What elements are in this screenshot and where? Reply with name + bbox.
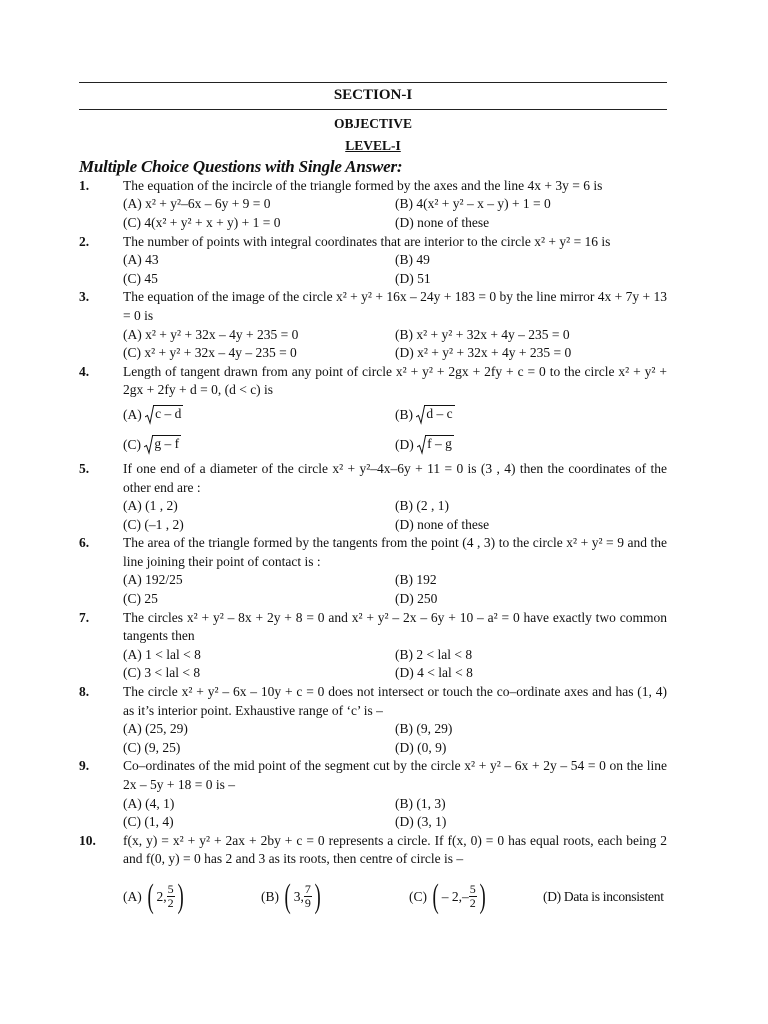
option-b[interactable]: (B) 192 [395,572,437,588]
question-7 [79,609,667,683]
option-a[interactable]: (A) (4, 1) [123,795,175,811]
option-c[interactable]: (C) x² + y² + 32x – 4y – 235 = 0 [123,345,297,361]
question-9 [79,757,667,831]
option-a[interactable]: (A) 1 < lal < 8 [123,646,201,662]
question-1 [79,177,667,233]
option-b[interactable]: (B) 4(x² + y² – x – y) + 1 = 0 [395,196,551,212]
options [123,326,667,363]
question-text: The circles x² + y² – 8x + 2y + 8 = 0 and x² + y² – 2x – 6y + 10 – a² = 0 have exactly two common tangents then [123,609,667,644]
option-d[interactable]: (D) 51 [395,270,431,286]
radicand: f – g [427,436,452,451]
objective-title: OBJECTIVE [333,115,413,131]
fraction [167,883,175,910]
option-d[interactable]: (D) 250 [395,591,438,607]
option-label: (D) [395,436,414,452]
option-b[interactable] [261,877,409,915]
section-rule [79,109,667,110]
right-paren: ) [177,877,184,915]
question-6 [79,534,667,608]
radicand: c – d [155,406,182,421]
option-a[interactable]: (A) x² + y²–6x – 6y + 9 = 0 [123,196,271,212]
option-a[interactable]: (A) (1 , 2) [123,498,178,514]
question-number: 8. [79,684,90,700]
options [123,646,667,683]
question-8 [79,683,667,757]
option-c[interactable]: (C) (9, 25) [123,739,181,755]
option-d[interactable]: (D) Data is inconsistent [543,888,664,904]
sqrt-expression [144,435,181,455]
question-number: 1. [79,177,90,193]
option-b[interactable]: (B) 49 [395,252,430,268]
option-c[interactable] [123,430,395,460]
frac-lead: 3, [293,888,304,904]
left-paren: ( [432,877,440,915]
option-b[interactable]: (B) (1, 3) [395,795,446,811]
option-label: (C) [123,436,141,452]
option-c[interactable]: (C) 45 [123,270,158,286]
frac-lead: 2, [156,888,167,904]
option-d[interactable] [395,430,667,460]
left-paren: ( [284,877,292,915]
question-number: 9. [79,758,90,774]
option-c[interactable]: (C) (1, 4) [123,814,174,830]
question-text: The number of points with integral coordinates that are interior to the circle x² + y² = 16 is [123,233,611,249]
numerator: 5 [469,882,476,897]
option-d[interactable]: (D) (0, 9) [395,739,447,755]
options [123,875,667,919]
option-d[interactable]: (D) (3, 1) [395,814,447,830]
numerator: 5 [167,882,174,897]
option-a[interactable] [123,877,261,915]
denominator: 2 [167,896,174,911]
option-a[interactable] [123,400,395,430]
mcq-heading: Multiple Choice Questions with Single Answer: [79,156,403,176]
top-rule [79,82,667,83]
option-b[interactable]: (B) (2 , 1) [395,498,449,514]
question-4 [79,363,667,460]
right-paren: ) [479,877,486,915]
options [123,795,667,832]
option-c[interactable]: (C) (–1 , 2) [123,516,184,532]
question-text: The circle x² + y² – 6x – 10y + c = 0 does not intersect or touch the co–ordinate axes and has (1, 4) as it’s interior point. Exhaustive range of ‘c’ is – [123,684,667,718]
option-label: (C) [409,888,427,904]
sqrt-expression [145,405,183,425]
question-5 [79,460,667,534]
question-2 [79,233,667,289]
option-c[interactable]: (C) 25 [123,591,158,607]
options [123,720,667,757]
denominator: 9 [304,896,311,911]
frac-lead: – 2,– [441,888,469,904]
option-a[interactable]: (A) 192/25 [123,572,183,588]
option-a[interactable]: (A) x² + y² + 32x – 4y + 235 = 0 [123,326,299,342]
option-label: (A) [123,888,142,904]
fraction [469,883,477,910]
question-number: 5. [79,460,90,476]
option-a[interactable]: (A) 43 [123,252,159,268]
option-label: (B) [261,888,279,904]
question-number: 2. [79,233,90,249]
right-paren: ) [314,877,321,915]
option-d[interactable]: (D) 4 < lal < 8 [395,665,473,681]
numerator: 7 [304,882,311,897]
option-d[interactable]: (D) x² + y² + 32x + 4y + 235 = 0 [395,345,572,361]
level-title: LEVEL-I [345,138,401,154]
options [123,195,667,232]
option-b[interactable] [395,400,667,430]
question-number: 3. [79,289,90,305]
question-text: f(x, y) = x² + y² + 2ax + 2by + c = 0 represents a circle. If f(x, 0) = 0 has equal roots, each being 2 and f(0, y) = 0 has 2 and 3 as its roots, then centre of circle is – [123,832,667,867]
left-paren: ( [147,877,154,915]
question-text: Length of tangent drawn from any point of circle x² + y² + 2gx + 2fy + c = 0 to the circle x² + y² + 2gx + 2fy + d = 0, (d < c) is [123,363,667,398]
denominator: 2 [469,896,476,911]
section-title: SECTION-I [333,87,413,103]
question-number: 10. [79,832,96,848]
option-label: (A) [123,406,142,422]
question-3 [79,288,667,362]
option-label: (B) [395,406,413,422]
radicand: g – f [154,436,180,451]
question-text: If one end of a diameter of the circle x² + y²–4x–6y + 11 = 0 is (3 , 4) then the coordinates of the other end are : [123,460,667,495]
sqrt-expression [417,435,454,455]
page [79,0,667,919]
sqrt-expression [416,405,454,425]
option-a[interactable]: (A) (25, 29) [123,721,188,737]
question-text: Co–ordinates of the mid point of the segment cut by the circle x² + y² – 6x + 2y – 54 = 0 on the line 2x – 5y + 18 = 0 is – [123,758,667,792]
option-b[interactable]: (B) x² + y² + 32x + 4y – 235 = 0 [395,326,570,342]
option-c[interactable]: (C) 4(x² + y² + x + y) + 1 = 0 [123,214,281,230]
question-text: The area of the triangle formed by the tangents from the point (4 , 3) to the circle x² + y² = 9 and the line joining their point of contact is : [123,535,667,569]
option-c[interactable]: (C) 3 < lal < 8 [123,665,201,681]
options [123,497,667,534]
options [123,400,667,460]
options [123,251,667,288]
option-b[interactable]: (B) 2 < lal < 8 [395,646,473,662]
question-10 [79,832,667,919]
option-d[interactable]: (D) none of these [395,516,490,532]
fraction [304,883,312,910]
option-b[interactable]: (B) (9, 29) [395,721,453,737]
radicand: d – c [426,406,453,421]
options [123,571,667,608]
question-text: The equation of the incircle of the triangle formed by the axes and the line 4x + 3y = 6 is [123,177,603,193]
option-d[interactable]: (D) none of these [395,214,490,230]
question-number: 4. [79,363,90,379]
question-number: 7. [79,609,90,625]
question-number: 6. [79,535,90,551]
option-c[interactable] [409,877,543,915]
question-text: The equation of the image of the circle x² + y² + 16x – 24y + 183 = 0 by the line mirror 4x + 7y + 13 = 0 is [123,289,667,323]
